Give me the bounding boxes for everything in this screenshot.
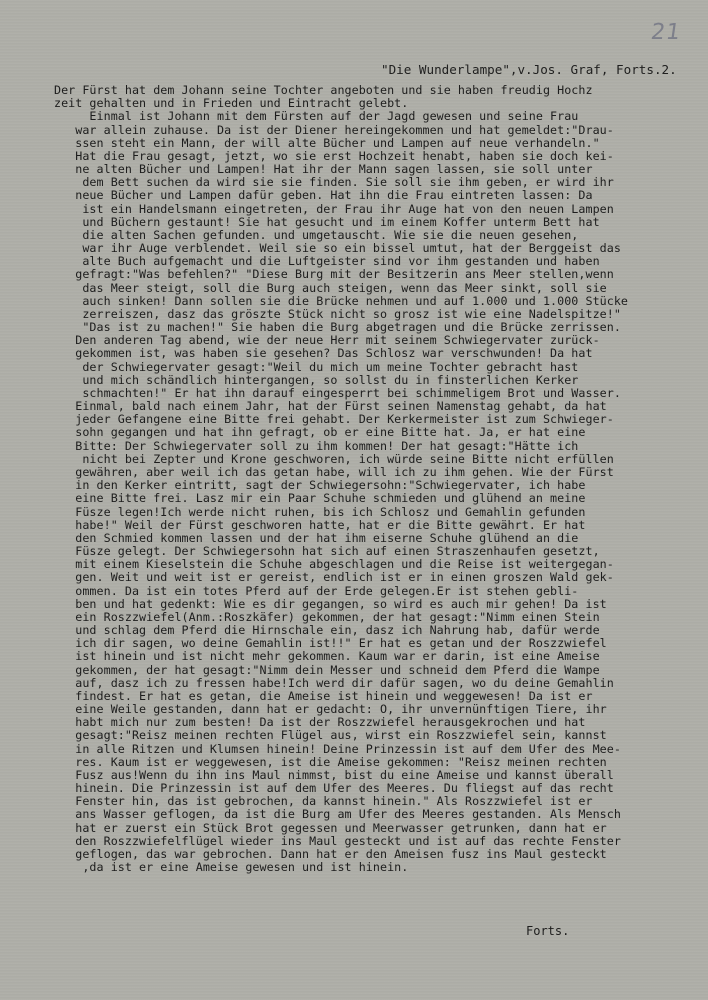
text-line: Füsze gelegt. Der Schwiegersohn hat sich auf einen Straszenhaufen gesetzt,	[54, 544, 600, 559]
text-line: geflogen, das war gebrochen. Dann hat er den Ameisen fusz ins Maul gesteckt	[54, 846, 607, 861]
text-line: und schlag dem Pferd die Hirnschale ein, dasz ich Nahrung hab, dafür werde	[54, 623, 600, 638]
text-line: Füsze legen!Ich werde nicht ruhen, bis ich Schlosz und Gemahlin gefunden	[54, 504, 586, 519]
text-line: nicht bei Zepter und Krone geschworen, ich würde seine Bitte nicht erfüllen	[54, 451, 614, 466]
text-line: der Schwiegervater gesagt:"Weil du mich um meine Tochter gebracht hast	[54, 359, 579, 374]
text-line: "Das ist zu machen!" Sie haben die Burg abgetragen und die Brücke zerrissen.	[54, 320, 621, 335]
text-line: zeit gehalten und in Frieden und Eintracht gelebt.	[54, 96, 409, 111]
text-line: sohn gegangen und hat ihn gefragt, ob er eine Bitte hat. Ja, er hat eine	[54, 425, 586, 440]
text-line: das Meer steigt, soll die Burg auch steigen, wenn das Meer sinkt, soll sie	[54, 280, 607, 295]
text-line: ist ein Handelsmann eingetreten, der Frau ihr Auge hat von den neuen Lampen	[54, 201, 614, 216]
text-line: gesagt:"Reisz meinen rechten Flügel aus, wirst ein Roszzwiefel sein, kannst	[54, 728, 607, 743]
text-line: eine Bitte frei. Lasz mir ein Paar Schuhe schmieden und glühend an meine	[54, 491, 586, 506]
text-line: und Büchern gestaunt! Sie hat gesucht und im einem Koffer unterm Bett hat	[54, 214, 600, 229]
text-line: gekommen, der hat gesagt:"Nimm dein Messer und schneid dem Pferd die Wampe	[54, 662, 600, 677]
text-line: jeder Gefangene eine Bitte frei gehabt. Der Kerkermeister ist zum Schwieger-	[54, 412, 614, 427]
text-line: war ihr Auge verblendet. Weil sie so ein bissel umtut, hat der Berggeist das	[54, 241, 621, 256]
text-line: Hat die Frau gesagt, jetzt, wo sie erst Hochzeit henabt, haben sie doch kei-	[54, 148, 614, 163]
typewritten-body	[54, 84, 708, 874]
text-line: gefragt:"Was befehlen?" "Diese Burg mit der Besitzerin ans Meer stellen,wenn	[54, 267, 614, 282]
text-line: ommen. Da ist ein totes Pferd auf der Erde gelegen.Er ist stehen gebli-	[54, 583, 579, 598]
continuation-note: Forts.	[526, 924, 570, 938]
text-line: neue Bücher und Lampen dafür geben. Hat ihn die Frau eintreten lassen: Da	[54, 188, 593, 203]
text-line: ne alten Bücher und Lampen! Hat ihr der Mann sagen lassen, sie soll unter	[54, 162, 593, 177]
text-line: habe!" Weil der Fürst geschworen hatte, hat er die Bitte gewährt. Er hat	[54, 517, 586, 532]
text-line: hinein. Die Prinzessin ist auf dem Ufer des Meeres. Du fliegst auf das recht	[54, 781, 614, 796]
text-line: auch sinken! Dann sollen sie die Brücke nehmen und auf 1.000 und 1.000 Stücke	[54, 293, 629, 308]
text-line: hat er zuerst ein Stück Brot gegessen und Meerwasser getrunken, dann hat er	[54, 820, 607, 835]
handwritten-page-number: 21	[649, 20, 683, 45]
text-line: ist hinein und ist nicht mehr gekommen. Kaum war er darin, ist eine Ameise	[54, 649, 600, 664]
text-line: in alle Ritzen und Klumsen hinein! Deine Prinzessin ist auf dem Ufer des Mee-	[54, 741, 621, 756]
text-line: Einmal ist Johann mit dem Fürsten auf der Jagd gewesen und seine Frau	[54, 109, 579, 124]
text-line: Fenster hin, das ist gebrochen, da kannst hinein." Als Roszzwiefel ist er	[54, 794, 593, 809]
text-line: zerreiszen, dasz das gröszte Stück nicht so grosz ist wie eine Nadelspitze!"	[54, 306, 621, 321]
text-line: die alten Sachen gefunden. und umgetauscht. Wie sie die neuen gesehen,	[54, 227, 579, 242]
text-line: ans Wasser geflogen, da ist die Burg am Ufer des Meeres gestanden. Als Mensch	[54, 807, 621, 822]
text-line: alte Buch aufgemacht und die Luftgeister sind vor ihm gestanden und haben	[54, 254, 600, 269]
text-line: den Schmied kommen lassen und der hat ihm eiserne Schuhe glühend an die	[54, 530, 579, 545]
text-line: schmachten!" Er hat ihn darauf eingesperrt bei schimmeligem Brot und Wasser.	[54, 385, 621, 400]
document-header: "Die Wunderlampe",v.Jos. Graf, Forts.2.	[381, 62, 677, 77]
text-line: war allein zuhause. Da ist der Diener hereingekommen und hat gemeldet:"Drau-	[54, 122, 614, 137]
text-line: Einmal, bald nach einem Jahr, hat der Fürst seinen Namenstag gehabt, da hat	[54, 399, 607, 414]
text-line: auf, dasz ich zu fressen habe!Ich werd dir dafür sagen, wo du deine Gemahlin	[54, 675, 614, 690]
text-line: ein Roszzwiefel(Anm.:Roszkäfer) gekommen, der hat gesagt:"Nimm einen Stein	[54, 609, 600, 624]
text-line: Bitte: Der Schwiegervater soll zu ihm kommen! Der hat gesagt:"Hätte ich	[54, 438, 579, 453]
text-line: gekommen ist, was haben sie gesehen? Das Schlosz war verschwunden! Da hat	[54, 346, 593, 361]
text-line: ,da ist er eine Ameise gewesen und ist hinein.	[54, 860, 409, 875]
text-line: findest. Er hat es getan, die Ameise ist hinein und weggewesen! Da ist er	[54, 688, 593, 703]
text-line: den Roszzwiefelflügel wieder ins Maul gesteckt und ist auf das rechte Fenster	[54, 833, 621, 848]
text-line: habt mich nur zum besten! Da ist der Roszzwiefel herausgekrochen und hat	[54, 715, 586, 730]
text-line: ssen steht ein Mann, der will alte Bücher und Lampen auf neue verhandeln."	[54, 135, 600, 150]
text-line: res. Kaum ist er weggewesen, ist die Ameise gekommen: "Reisz meinen rechten	[54, 754, 607, 769]
text-line: ich dir sagen, wo deine Gemahlin ist!!" Er hat es getan und der Roszzwiefel	[54, 636, 607, 651]
text-line: Der Fürst hat dem Johann seine Tochter angeboten und sie haben freudig Hochz	[54, 83, 593, 97]
text-line: eine Weile gestanden, dann hat er gedacht: O, ihr unvernünftigen Tiere, ihr	[54, 702, 607, 717]
text-line: dem Bett suchen da wird sie sie finden. Sie soll sie ihm geben, er wird ihr	[54, 175, 614, 190]
text-line: ben und hat gedenkt: Wie es dir gegangen, so wird es auch mir gehen! Da ist	[54, 596, 607, 611]
text-line: mit einem Kieselstein die Schuhe abgeschlagen und die Reise ist weitergegan-	[54, 557, 614, 572]
text-line: Fusz aus!Wenn du ihn ins Maul nimmst, bist du eine Ameise und kannst überall	[54, 767, 614, 782]
text-line: und mich schändlich hintergangen, so sollst du in finsterlichen Kerker	[54, 372, 579, 387]
text-line: gen. Weit und weit ist er gereist, endlich ist er in einen groszen Wald gek-	[54, 570, 614, 585]
text-line: in den Kerker eintritt, sagt der Schwiegersohn:"Schwiegervater, ich habe	[54, 478, 586, 493]
text-line: gewähren, aber weil ich das getan habe, will ich zu ihm gehen. Wie der Fürst	[54, 464, 614, 479]
text-line: Den anderen Tag abend, wie der neue Herr mit seinem Schwiegervater zurück-	[54, 333, 600, 348]
